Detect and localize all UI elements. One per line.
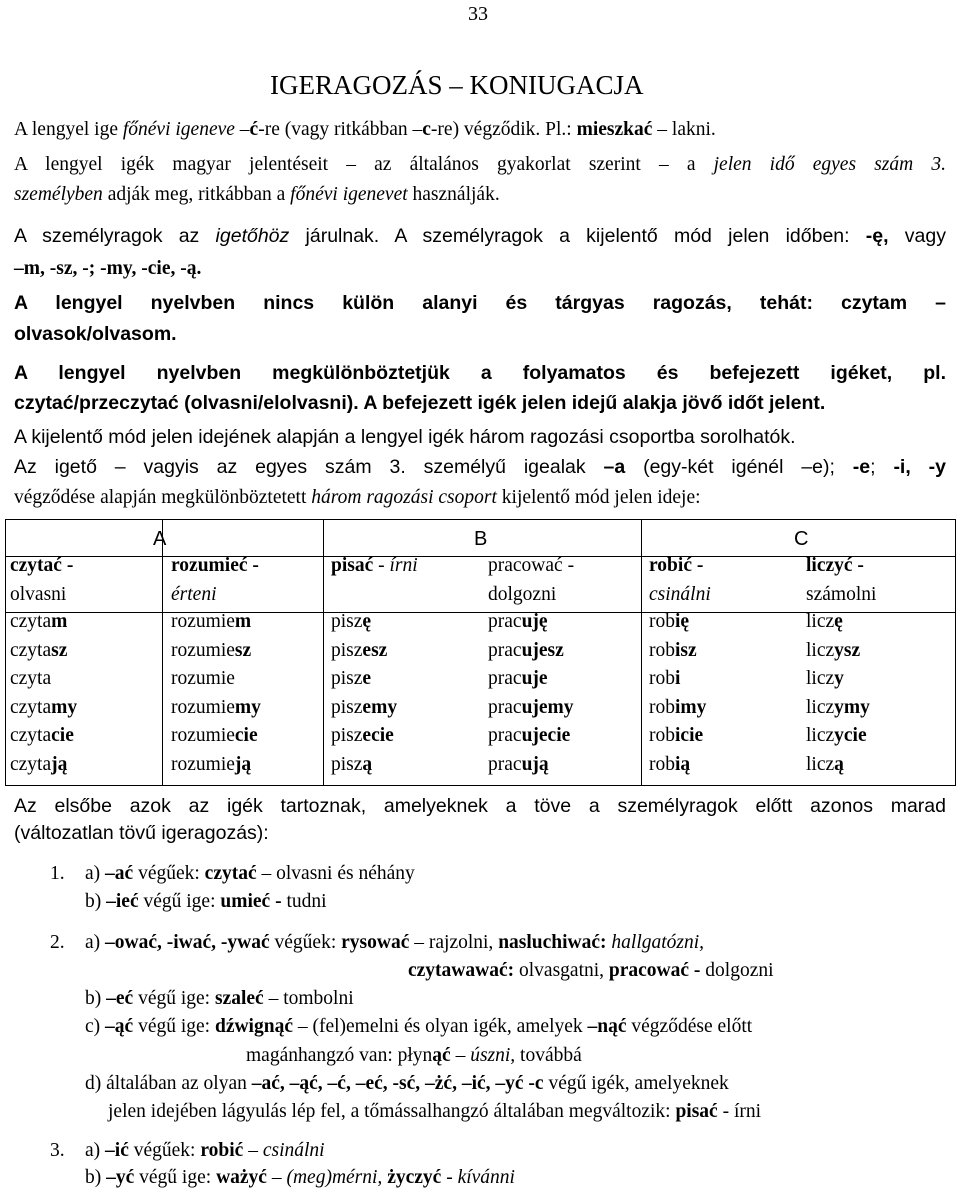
personal-ending: sz (51, 639, 68, 661)
personal-ending: ią (675, 753, 691, 775)
verb-stem: licz (806, 611, 835, 632)
intro-line-3: személyben adják meg, ritkábban a főnévi igenevet használják. (14, 184, 500, 205)
conjugated-form (10, 722, 77, 751)
personal-ending: ię (675, 611, 690, 632)
personal-ending: uję (521, 611, 548, 632)
conjugated-form (649, 751, 706, 780)
conjugated-form (331, 694, 397, 723)
conjugated-form (10, 608, 77, 637)
table-column-divider (323, 520, 324, 785)
verb-stem: licz (806, 668, 835, 689)
conjugated-form (171, 722, 261, 751)
conjugated-form (488, 608, 574, 637)
verb-stem: pisz (331, 725, 363, 746)
conjugated-form (806, 665, 870, 694)
infinitive-cell: pracować - dolgozni (488, 555, 575, 605)
verb-stem: rozumie (171, 611, 235, 632)
after-line-2: (változatlan tövű igeragozás): (14, 822, 269, 844)
verb-stem: rob (649, 753, 675, 775)
verb-stem: rozumie (171, 753, 235, 775)
verb-stem: prac (488, 696, 522, 718)
personal-ending: i (675, 668, 681, 689)
infinitive-cell: czytać - olvasni (10, 555, 74, 605)
personal-ending: esz (362, 639, 388, 661)
conjugated-form (171, 665, 261, 694)
conjugated-form (488, 722, 574, 751)
table-column-divider (162, 520, 163, 785)
conjugated-form (10, 637, 77, 666)
personal-ending: ycie (834, 725, 867, 746)
conjugated-form (649, 694, 706, 723)
intro-line-1: A lengyel ige főnévi igeneve –ć-re (vagy ritkábban –c-re) végződik. Pl.: mieszkać – lakni. (14, 119, 716, 140)
intro-line-5: –m, -sz, -; -my, -cie, -ą. (14, 258, 202, 279)
conjugated-form (649, 637, 706, 666)
verb-stem: rob (649, 725, 675, 746)
list-item-1b: b) –ieć végű ige: umieć - tudni (85, 891, 327, 912)
list-item-2b: b) –eć végű ige: szaleć – tombolni (85, 988, 354, 1009)
list-item-2d: d) általában az olyan –ać, –ąć, –ć, –eć, -sć, –żć, –ić, –yć -c végű igék, amelyeknek (85, 1073, 729, 1094)
intro-line-6: A lengyel nyelvben nincs külön alanyi és tárgyas ragozás, tehát: czytam – (14, 292, 946, 314)
page-title: IGERAGOZÁS – KONIUGACJA (270, 70, 644, 100)
list-item-2c-continued: magánhangzó van: płynąć – úszni, továbbá (246, 1045, 582, 1066)
verb-stem: czyta (10, 639, 52, 661)
conjugated-form (10, 751, 77, 780)
list-item-3a: a) –ić végűek: robić – csinálni (85, 1140, 325, 1161)
verb-stem: rob (649, 696, 675, 718)
personal-ending: ą (834, 753, 844, 775)
personal-ending: emy (362, 696, 398, 718)
conjugated-form (171, 694, 261, 723)
conjugated-form (649, 722, 706, 751)
conjugated-form (488, 665, 574, 694)
personal-ending: ujemy (521, 696, 574, 718)
verb-stem: czyta (10, 668, 52, 689)
list-item-3b: b) –yć végű ige: ważyć – (meg)mérni, życzyć - kívánni (85, 1167, 515, 1188)
intro-line-7: olvasok/olvasom. (14, 323, 177, 345)
verb-stem: czyta (10, 753, 52, 775)
personal-ending: ymy (834, 696, 870, 718)
personal-ending: y (834, 668, 844, 689)
personal-ending: ujecie (521, 725, 571, 746)
verb-stem: prac (488, 725, 522, 746)
personal-ending: m (234, 611, 252, 632)
verb-stem: prac (488, 639, 522, 661)
conjugation-column (171, 608, 261, 779)
intro-line-9: czytać/przeczytać (olvasni/elolvasni). A befejezett igék jelen idejű alakja jövő időt jelent. (14, 392, 826, 414)
conjugation-column (806, 608, 870, 779)
list-number: 3. (50, 1140, 65, 1161)
infinitive-cell: rozumieć - érteni (171, 555, 259, 605)
verb-stem: czyta (10, 725, 52, 746)
personal-ending: imy (675, 696, 707, 718)
personal-ending: e (362, 668, 372, 689)
personal-ending: ę (834, 611, 843, 632)
infinitive-cell: pisać - írni (331, 555, 418, 576)
verb-stem: rozumie (171, 639, 235, 661)
verb-stem: rob (649, 611, 675, 632)
list-item-2a: a) –ować, -iwać, -ywać végűek: rysować – rajzolni, nasluchiwać: hallgatózni, (85, 932, 705, 953)
conjugated-form (806, 722, 870, 751)
conjugation-table (5, 519, 956, 786)
after-line-1: Az elsőbe azok az igék tartoznak, amelyeknek a töve a személyragok előtt azonos marad (14, 795, 946, 817)
list-item-2a-continued: czytawawać: olvasgatni, pracować - dolgozni (408, 960, 774, 981)
conjugated-form (488, 694, 574, 723)
personal-ending: isz (675, 639, 697, 661)
conjugated-form (331, 751, 397, 780)
verb-stem: pisz (331, 696, 363, 718)
personal-ending: sz (234, 639, 252, 661)
conjugated-form (331, 637, 397, 666)
personal-ending: m (51, 611, 68, 632)
page-number: 33 (468, 3, 488, 25)
list-number: 1. (50, 863, 65, 884)
conjugated-form (649, 608, 706, 637)
conjugated-form (649, 665, 706, 694)
list-item-2c: c) –ąć végű ige: dźwignąć – (fel)emelni és olyan igék, amelyek –nąć végződése előtt (85, 1016, 753, 1037)
personal-ending: ują (521, 753, 549, 775)
list-item-2d-continued: jelen idejében lágyulás lép fel, a tőmássalhangzó általában megváltozik: pisać - írni (108, 1101, 762, 1122)
list-item-1a: a) –ać végűek: czytać – olvasni és néhány (85, 863, 415, 884)
intro-line-10: A kijelentő mód jelen idejének alapján a lengyel igék három ragozási csoportba sorolhatók. (14, 426, 796, 448)
conjugation-column (331, 608, 397, 779)
verb-stem: pisz (331, 611, 363, 632)
conjugated-form (10, 665, 77, 694)
verb-stem: prac (488, 753, 522, 775)
personal-ending: ę (362, 611, 372, 632)
personal-ending: ujesz (521, 639, 564, 661)
personal-ending: cie (51, 725, 74, 746)
conjugated-form (171, 637, 261, 666)
conjugated-form (171, 608, 261, 637)
personal-ending: ecie (362, 725, 394, 746)
intro-line-8: A lengyel nyelvben megkülönböztetjük a folyamatos és befejezett igéket, pl. (14, 362, 946, 384)
conjugation-column (649, 608, 706, 779)
intro-line-12: végződése alapján megkülönböztetett három ragozási csoport kijelentő mód jelen ideje: (14, 487, 701, 508)
verb-stem: licz (806, 696, 835, 718)
personal-ending: ysz (834, 639, 861, 661)
conjugated-form (331, 608, 397, 637)
intro-line-2: A lengyel igék magyar jelentéseit – az általános gyakorlat szerint – a jelen idő egyes szám 3. (14, 154, 946, 175)
verb-stem: licz (806, 725, 835, 746)
verb-stem: prac (488, 668, 522, 689)
conjugated-form (10, 694, 77, 723)
conjugation-column (488, 608, 574, 779)
infinitive-cell: liczyć - számolni (806, 555, 877, 605)
conjugated-form (331, 665, 397, 694)
personal-ending: ją (234, 753, 252, 775)
intro-line-11: Az igető – vagyis az egyes szám 3. személyű igealak –a (egy-két igénél –e); -e; -i, -y (14, 456, 946, 478)
conjugated-form (806, 608, 870, 637)
conjugated-form (806, 751, 870, 780)
conjugated-form (806, 694, 870, 723)
group-a-heading: A (153, 528, 167, 550)
verb-stem: rob (649, 639, 675, 661)
table-column-divider (641, 520, 642, 785)
verb-stem: rozumie (171, 696, 235, 718)
personal-ending: my (234, 696, 261, 718)
personal-ending: icie (675, 725, 704, 746)
personal-ending: uje (521, 668, 548, 689)
conjugated-form (806, 637, 870, 666)
verb-stem: pisz (331, 753, 363, 775)
verb-stem: pisz (331, 668, 363, 689)
list-number: 2. (50, 932, 65, 953)
verb-stem: rozumie (171, 725, 235, 746)
personal-ending: cie (234, 725, 258, 746)
verb-stem: rob (649, 668, 675, 689)
group-c-heading: C (794, 528, 809, 550)
verb-stem: prac (488, 611, 522, 632)
conjugated-form (488, 751, 574, 780)
conjugated-form (488, 637, 574, 666)
verb-stem: czyta (10, 696, 52, 718)
verb-stem: pisz (331, 639, 363, 661)
infinitive-cell: robić - csinálni (649, 555, 711, 605)
conjugated-form (171, 751, 261, 780)
conjugated-form (331, 722, 397, 751)
intro-line-4: A személyragok az igetőhöz járulnak. A személyragok a kijelentő mód jelen időben: -ę, vagy (14, 225, 946, 247)
verb-stem: rozumie (171, 668, 235, 689)
conjugation-column (10, 608, 77, 779)
verb-stem: licz (806, 639, 835, 661)
personal-ending: ją (51, 753, 68, 775)
verb-stem: licz (806, 753, 835, 775)
verb-stem: czyta (10, 611, 52, 632)
personal-ending: ą (362, 753, 373, 775)
group-b-heading: B (474, 528, 488, 550)
personal-ending: my (51, 696, 78, 718)
